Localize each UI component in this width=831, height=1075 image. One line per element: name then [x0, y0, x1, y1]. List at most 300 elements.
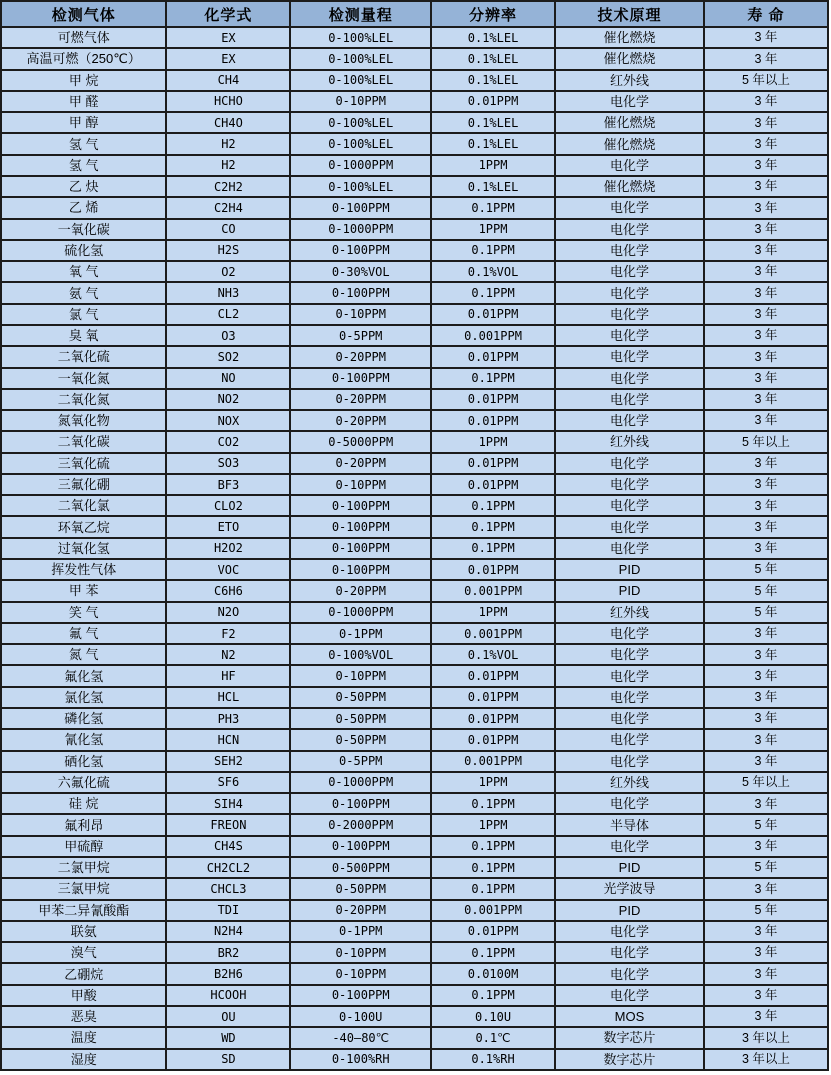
- cell-lifespan: 3 年: [704, 921, 828, 942]
- cell-formula: H2: [166, 155, 290, 176]
- cell-range: 0-100%LEL: [290, 133, 431, 154]
- cell-resolution: 0.01PPM: [431, 91, 555, 112]
- cell-resolution: 0.1PPM: [431, 240, 555, 261]
- cell-gas: 过氧化氢: [1, 538, 166, 559]
- cell-gas: 恶臭: [1, 1006, 166, 1027]
- cell-resolution: 0.1%LEL: [431, 112, 555, 133]
- cell-resolution: 1PPM: [431, 602, 555, 623]
- table-row: [1, 516, 828, 537]
- cell-resolution: 0.1PPM: [431, 793, 555, 814]
- table-row: [1, 410, 828, 431]
- cell-gas: 甲 醇: [1, 112, 166, 133]
- cell-range: 0-100%LEL: [290, 112, 431, 133]
- cell-range: -40—80℃: [290, 1027, 431, 1048]
- cell-lifespan: 3 年: [704, 665, 828, 686]
- cell-lifespan: 3 年: [704, 219, 828, 240]
- cell-resolution: 0.1PPM: [431, 878, 555, 899]
- cell-formula: TDI: [166, 900, 290, 921]
- cell-resolution: 0.1PPM: [431, 538, 555, 559]
- cell-resolution: 0.01PPM: [431, 921, 555, 942]
- cell-formula: WD: [166, 1027, 290, 1048]
- table-row: [1, 1027, 828, 1048]
- cell-formula: SF6: [166, 772, 290, 793]
- cell-lifespan: 3 年以上: [704, 1049, 828, 1071]
- cell-lifespan: 3 年: [704, 453, 828, 474]
- cell-gas: 二氧化氮: [1, 389, 166, 410]
- cell-formula: C2H4: [166, 197, 290, 218]
- cell-range: 0-1000PPM: [290, 772, 431, 793]
- cell-formula: CL2: [166, 304, 290, 325]
- cell-range: 0-50PPM: [290, 878, 431, 899]
- table-row: [1, 453, 828, 474]
- cell-gas: 可燃气体: [1, 27, 166, 48]
- cell-range: 0-50PPM: [290, 687, 431, 708]
- cell-resolution: 0.01PPM: [431, 410, 555, 431]
- cell-resolution: 0.1PPM: [431, 516, 555, 537]
- cell-principle: 电化学: [555, 644, 704, 665]
- cell-formula: CLO2: [166, 495, 290, 516]
- cell-gas: 联氨: [1, 921, 166, 942]
- cell-principle: 红外线: [555, 70, 704, 91]
- cell-lifespan: 5 年: [704, 559, 828, 580]
- cell-range: 0-100PPM: [290, 368, 431, 389]
- cell-gas: 乙硼烷: [1, 963, 166, 984]
- header-lifespan: 寿 命: [704, 1, 828, 27]
- cell-resolution: 0.01PPM: [431, 304, 555, 325]
- cell-resolution: 0.001PPM: [431, 325, 555, 346]
- cell-resolution: 0.1PPM: [431, 197, 555, 218]
- cell-range: 0-100%LEL: [290, 176, 431, 197]
- cell-formula: N2O: [166, 602, 290, 623]
- table-row: [1, 793, 828, 814]
- cell-lifespan: 3 年: [704, 304, 828, 325]
- cell-gas: 甲硫醇: [1, 836, 166, 857]
- cell-range: 0-50PPM: [290, 708, 431, 729]
- cell-gas: 氨 气: [1, 282, 166, 303]
- cell-gas: 氯 气: [1, 304, 166, 325]
- cell-resolution: 1PPM: [431, 431, 555, 452]
- table-row: [1, 836, 828, 857]
- cell-formula: OU: [166, 1006, 290, 1027]
- cell-resolution: 0.01PPM: [431, 559, 555, 580]
- cell-principle: 电化学: [555, 368, 704, 389]
- table-row: [1, 495, 828, 516]
- cell-principle: PID: [555, 900, 704, 921]
- cell-resolution: 0.01PPM: [431, 346, 555, 367]
- cell-formula: F2: [166, 623, 290, 644]
- cell-gas: 温度: [1, 1027, 166, 1048]
- cell-formula: SIH4: [166, 793, 290, 814]
- cell-principle: 电化学: [555, 495, 704, 516]
- cell-principle: 电化学: [555, 304, 704, 325]
- cell-resolution: 0.001PPM: [431, 900, 555, 921]
- cell-range: 0-100PPM: [290, 836, 431, 857]
- cell-gas: 乙 烯: [1, 197, 166, 218]
- cell-lifespan: 3 年: [704, 538, 828, 559]
- cell-principle: 电化学: [555, 665, 704, 686]
- cell-formula: VOC: [166, 559, 290, 580]
- cell-lifespan: 3 年: [704, 155, 828, 176]
- cell-lifespan: 3 年: [704, 346, 828, 367]
- cell-range: 0-100PPM: [290, 985, 431, 1006]
- cell-lifespan: 3 年: [704, 261, 828, 282]
- cell-principle: PID: [555, 857, 704, 878]
- cell-range: 0-100PPM: [290, 516, 431, 537]
- cell-resolution: 0.10U: [431, 1006, 555, 1027]
- cell-principle: 电化学: [555, 942, 704, 963]
- cell-principle: 红外线: [555, 431, 704, 452]
- cell-resolution: 0.1PPM: [431, 495, 555, 516]
- cell-gas: 臭 氧: [1, 325, 166, 346]
- cell-lifespan: 3 年: [704, 495, 828, 516]
- table-row: [1, 325, 828, 346]
- cell-gas: 氟 气: [1, 623, 166, 644]
- cell-gas: 一氧化碳: [1, 219, 166, 240]
- cell-gas: 笑 气: [1, 602, 166, 623]
- cell-lifespan: 3 年: [704, 878, 828, 899]
- cell-lifespan: 3 年: [704, 474, 828, 495]
- cell-range: 0-5000PPM: [290, 431, 431, 452]
- cell-principle: 电化学: [555, 963, 704, 984]
- cell-formula: N2: [166, 644, 290, 665]
- cell-gas: 湿度: [1, 1049, 166, 1071]
- cell-lifespan: 5 年以上: [704, 772, 828, 793]
- cell-range: 0-100PPM: [290, 495, 431, 516]
- cell-formula: N2H4: [166, 921, 290, 942]
- table-row: [1, 197, 828, 218]
- cell-principle: 数字芯片: [555, 1027, 704, 1048]
- cell-formula: HCL: [166, 687, 290, 708]
- table-row: [1, 921, 828, 942]
- cell-formula: HCN: [166, 729, 290, 750]
- cell-gas: 氢 气: [1, 155, 166, 176]
- table-row: [1, 346, 828, 367]
- table-row: [1, 282, 828, 303]
- cell-range: 0-20PPM: [290, 580, 431, 601]
- cell-principle: 数字芯片: [555, 1049, 704, 1071]
- cell-gas: 硫化氢: [1, 240, 166, 261]
- cell-lifespan: 3 年: [704, 48, 828, 69]
- cell-gas: 二氧化硫: [1, 346, 166, 367]
- cell-lifespan: 3 年: [704, 197, 828, 218]
- cell-principle: 电化学: [555, 91, 704, 112]
- cell-principle: 催化燃烧: [555, 112, 704, 133]
- cell-lifespan: 3 年: [704, 836, 828, 857]
- cell-gas: 三氯甲烷: [1, 878, 166, 899]
- cell-formula: HF: [166, 665, 290, 686]
- cell-principle: MOS: [555, 1006, 704, 1027]
- cell-resolution: 0.0100M: [431, 963, 555, 984]
- cell-lifespan: 5 年: [704, 580, 828, 601]
- cell-range: 0-1PPM: [290, 921, 431, 942]
- cell-formula: NO: [166, 368, 290, 389]
- cell-lifespan: 3 年: [704, 942, 828, 963]
- cell-formula: EX: [166, 48, 290, 69]
- cell-range: 0-100%LEL: [290, 48, 431, 69]
- cell-lifespan: 3 年: [704, 176, 828, 197]
- cell-range: 0-20PPM: [290, 389, 431, 410]
- cell-principle: 红外线: [555, 602, 704, 623]
- cell-lifespan: 3 年: [704, 793, 828, 814]
- table-row: [1, 602, 828, 623]
- cell-lifespan: 3 年: [704, 729, 828, 750]
- cell-gas: 硒化氢: [1, 751, 166, 772]
- cell-lifespan: 3 年: [704, 708, 828, 729]
- table-row: [1, 857, 828, 878]
- cell-lifespan: 3 年: [704, 325, 828, 346]
- cell-formula: CO: [166, 219, 290, 240]
- cell-principle: 电化学: [555, 410, 704, 431]
- cell-principle: 半导体: [555, 814, 704, 835]
- cell-lifespan: 3 年: [704, 410, 828, 431]
- cell-formula: SO3: [166, 453, 290, 474]
- cell-range: 0-5PPM: [290, 751, 431, 772]
- header-formula: 化学式: [166, 1, 290, 27]
- table-row: [1, 431, 828, 452]
- cell-resolution: 1PPM: [431, 772, 555, 793]
- cell-principle: 红外线: [555, 772, 704, 793]
- cell-lifespan: 5 年: [704, 814, 828, 835]
- cell-range: 0-100U: [290, 1006, 431, 1027]
- cell-formula: H2: [166, 133, 290, 154]
- cell-principle: 电化学: [555, 197, 704, 218]
- cell-range: 0-30%VOL: [290, 261, 431, 282]
- cell-formula: H2S: [166, 240, 290, 261]
- cell-formula: SEH2: [166, 751, 290, 772]
- cell-formula: NOX: [166, 410, 290, 431]
- cell-lifespan: 3 年: [704, 368, 828, 389]
- cell-lifespan: 5 年: [704, 900, 828, 921]
- cell-gas: 甲苯二异氰酸酯: [1, 900, 166, 921]
- cell-formula: SD: [166, 1049, 290, 1071]
- cell-lifespan: 3 年: [704, 389, 828, 410]
- cell-range: 0-10PPM: [290, 963, 431, 984]
- cell-principle: 电化学: [555, 219, 704, 240]
- cell-range: 0-50PPM: [290, 729, 431, 750]
- cell-range: 0-100%LEL: [290, 70, 431, 91]
- cell-resolution: 1PPM: [431, 155, 555, 176]
- cell-range: 0-2000PPM: [290, 814, 431, 835]
- cell-lifespan: 5 年: [704, 602, 828, 623]
- table-row: [1, 644, 828, 665]
- cell-range: 0-100%RH: [290, 1049, 431, 1071]
- cell-formula: CH4O: [166, 112, 290, 133]
- cell-formula: BR2: [166, 942, 290, 963]
- cell-gas: 甲 醛: [1, 91, 166, 112]
- cell-resolution: 0.01PPM: [431, 687, 555, 708]
- cell-resolution: 0.1%LEL: [431, 48, 555, 69]
- cell-resolution: 0.01PPM: [431, 665, 555, 686]
- cell-resolution: 0.01PPM: [431, 389, 555, 410]
- table-row: [1, 963, 828, 984]
- cell-formula: FREON: [166, 814, 290, 835]
- cell-resolution: 0.001PPM: [431, 623, 555, 644]
- cell-range: 0-10PPM: [290, 474, 431, 495]
- cell-principle: 催化燃烧: [555, 27, 704, 48]
- table-body: [1, 27, 828, 1070]
- cell-formula: CH2CL2: [166, 857, 290, 878]
- cell-principle: 电化学: [555, 921, 704, 942]
- cell-gas: 六氟化硫: [1, 772, 166, 793]
- cell-range: 0-100PPM: [290, 538, 431, 559]
- table-row: [1, 538, 828, 559]
- cell-range: 0-20PPM: [290, 346, 431, 367]
- cell-resolution: 0.1PPM: [431, 836, 555, 857]
- cell-range: 0-100%VOL: [290, 644, 431, 665]
- table-row: [1, 751, 828, 772]
- table-row: [1, 304, 828, 325]
- cell-resolution: 0.1%LEL: [431, 27, 555, 48]
- cell-lifespan: 3 年: [704, 91, 828, 112]
- cell-gas: 氧 气: [1, 261, 166, 282]
- cell-principle: 催化燃烧: [555, 48, 704, 69]
- cell-principle: 电化学: [555, 793, 704, 814]
- cell-resolution: 0.001PPM: [431, 751, 555, 772]
- cell-gas: 氰化氢: [1, 729, 166, 750]
- cell-gas: 氮 气: [1, 644, 166, 665]
- cell-gas: 溴气: [1, 942, 166, 963]
- table-row: [1, 687, 828, 708]
- cell-principle: 电化学: [555, 282, 704, 303]
- cell-range: 0-1PPM: [290, 623, 431, 644]
- cell-formula: CH4: [166, 70, 290, 91]
- cell-range: 0-100PPM: [290, 197, 431, 218]
- cell-formula: CO2: [166, 431, 290, 452]
- cell-gas: 三氟化硼: [1, 474, 166, 495]
- cell-gas: 磷化氢: [1, 708, 166, 729]
- cell-gas: 氟化氢: [1, 665, 166, 686]
- cell-formula: ETO: [166, 516, 290, 537]
- cell-formula: C2H2: [166, 176, 290, 197]
- cell-resolution: 0.01PPM: [431, 708, 555, 729]
- cell-lifespan: 3 年: [704, 687, 828, 708]
- cell-principle: PID: [555, 580, 704, 601]
- cell-lifespan: 5 年以上: [704, 431, 828, 452]
- cell-resolution: 0.1PPM: [431, 857, 555, 878]
- table-row: [1, 368, 828, 389]
- cell-principle: 电化学: [555, 538, 704, 559]
- table-row: [1, 1006, 828, 1027]
- header-principle: 技术原理: [555, 1, 704, 27]
- cell-resolution: 1PPM: [431, 219, 555, 240]
- cell-gas: 二氧化氯: [1, 495, 166, 516]
- cell-formula: HCHO: [166, 91, 290, 112]
- cell-range: 0-100%LEL: [290, 27, 431, 48]
- cell-gas: 甲 苯: [1, 580, 166, 601]
- cell-principle: 电化学: [555, 325, 704, 346]
- cell-gas: 氯化氢: [1, 687, 166, 708]
- cell-gas: 二氧化碳: [1, 431, 166, 452]
- cell-gas: 氮氧化物: [1, 410, 166, 431]
- cell-range: 0-1000PPM: [290, 155, 431, 176]
- cell-resolution: 0.01PPM: [431, 474, 555, 495]
- cell-range: 0-100PPM: [290, 240, 431, 261]
- cell-lifespan: 3 年: [704, 1006, 828, 1027]
- cell-principle: 电化学: [555, 346, 704, 367]
- cell-lifespan: 3 年: [704, 133, 828, 154]
- cell-principle: 光学波导: [555, 878, 704, 899]
- cell-range: 0-5PPM: [290, 325, 431, 346]
- table-row: [1, 580, 828, 601]
- cell-gas: 挥发性气体: [1, 559, 166, 580]
- cell-gas: 二氯甲烷: [1, 857, 166, 878]
- cell-range: 0-20PPM: [290, 410, 431, 431]
- cell-formula: O2: [166, 261, 290, 282]
- table-row: [1, 70, 828, 91]
- cell-lifespan: 3 年: [704, 963, 828, 984]
- cell-gas: 三氧化硫: [1, 453, 166, 474]
- cell-resolution: 0.1PPM: [431, 942, 555, 963]
- cell-lifespan: 3 年: [704, 282, 828, 303]
- table-row: [1, 900, 828, 921]
- cell-resolution: 0.1%LEL: [431, 133, 555, 154]
- cell-lifespan: 3 年: [704, 27, 828, 48]
- cell-range: 0-100PPM: [290, 559, 431, 580]
- table-row: [1, 155, 828, 176]
- cell-formula: SO2: [166, 346, 290, 367]
- cell-gas: 高温可燃（250℃）: [1, 48, 166, 69]
- cell-gas: 环氧乙烷: [1, 516, 166, 537]
- header-range: 检测量程: [290, 1, 431, 27]
- table-row: [1, 1049, 828, 1071]
- cell-resolution: 0.1PPM: [431, 985, 555, 1006]
- cell-lifespan: 3 年: [704, 516, 828, 537]
- cell-resolution: 0.001PPM: [431, 580, 555, 601]
- cell-principle: 电化学: [555, 240, 704, 261]
- cell-formula: HCOOH: [166, 985, 290, 1006]
- cell-range: 0-10PPM: [290, 942, 431, 963]
- cell-principle: 电化学: [555, 729, 704, 750]
- cell-gas: 氢 气: [1, 133, 166, 154]
- cell-lifespan: 3 年以上: [704, 1027, 828, 1048]
- cell-principle: 电化学: [555, 708, 704, 729]
- cell-principle: 电化学: [555, 453, 704, 474]
- cell-principle: 电化学: [555, 474, 704, 495]
- table-row: [1, 389, 828, 410]
- cell-resolution: 0.01PPM: [431, 729, 555, 750]
- cell-range: 0-20PPM: [290, 900, 431, 921]
- table-row: [1, 623, 828, 644]
- cell-resolution: 0.1PPM: [431, 368, 555, 389]
- cell-formula: NO2: [166, 389, 290, 410]
- cell-principle: 电化学: [555, 751, 704, 772]
- cell-formula: EX: [166, 27, 290, 48]
- cell-resolution: 0.01PPM: [431, 453, 555, 474]
- cell-range: 0-1000PPM: [290, 602, 431, 623]
- cell-range: 0-100PPM: [290, 793, 431, 814]
- cell-principle: 电化学: [555, 155, 704, 176]
- cell-resolution: 1PPM: [431, 814, 555, 835]
- cell-principle: 电化学: [555, 261, 704, 282]
- table-row: [1, 91, 828, 112]
- table-row: [1, 474, 828, 495]
- header-row: [1, 1, 828, 27]
- cell-range: 0-1000PPM: [290, 219, 431, 240]
- cell-principle: 催化燃烧: [555, 133, 704, 154]
- header-gas: 检测气体: [1, 1, 166, 27]
- cell-principle: 电化学: [555, 389, 704, 410]
- table-row: [1, 708, 828, 729]
- table-row: [1, 48, 828, 69]
- cell-principle: 电化学: [555, 836, 704, 857]
- table-row: [1, 240, 828, 261]
- cell-lifespan: 3 年: [704, 751, 828, 772]
- cell-formula: O3: [166, 325, 290, 346]
- cell-lifespan: 5 年以上: [704, 70, 828, 91]
- cell-principle: 电化学: [555, 516, 704, 537]
- cell-lifespan: 3 年: [704, 644, 828, 665]
- cell-gas: 甲 烷: [1, 70, 166, 91]
